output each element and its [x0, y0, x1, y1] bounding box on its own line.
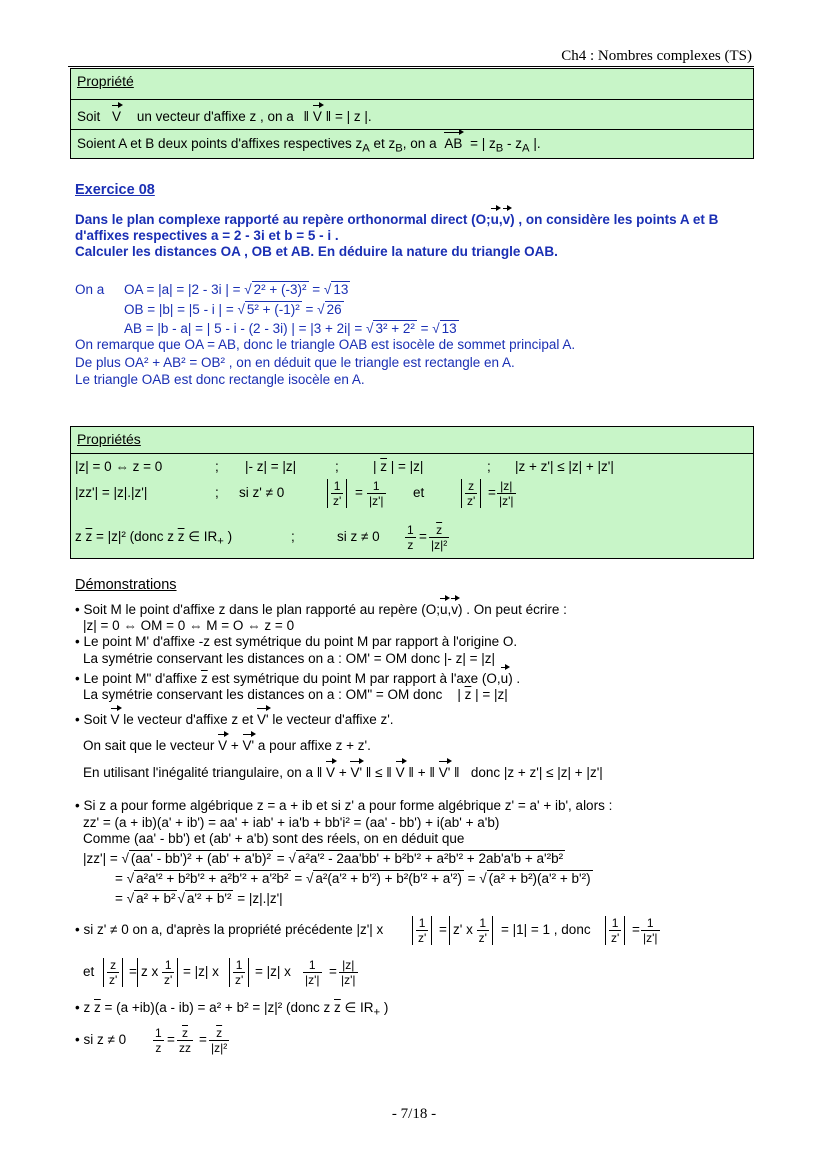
- exercise-statement-1: Dans le plan complexe rapporté au repère orthonormal direct (O;u,v) , on considère les points A et B: [75, 212, 719, 227]
- page-footer: - 7/18 -: [391, 1106, 437, 1122]
- ob-calculation: OB = |b| = |5 - i | = √ 5² + (-1)² = √ 26: [124, 302, 342, 317]
- demo-line-7: • Soit V le vecteur d'affixe z et V' le vecteur d'affixe z'.: [75, 712, 394, 727]
- box-divider: [71, 129, 753, 130]
- demo-line-5: • Le point M" d'affixe $\overline{z}$ est symétrique du point M par rapport à l'axe (O,u) .: [75, 671, 521, 686]
- property-title: Propriété: [77, 73, 134, 89]
- remark-1: On remarque que OA = AB, donc le triangle OAB est isocèle de sommet principal A.: [75, 337, 576, 352]
- remark-2: De plus OA² + AB² = OB² , on en déduit que le triangle est rectangle en A.: [75, 355, 515, 370]
- properties-title: Propriétés: [77, 431, 141, 447]
- demo-line-10: • Si z a pour forme algébrique z = a + ib et si z' a pour forme algébrique z' = a' + ib', alors :: [75, 798, 613, 813]
- on-a-label: On a: [75, 282, 105, 297]
- oa-calculation: OA = |a| = |2 - 3i | = √ 2² + (-3)² = √ 13: [124, 282, 349, 297]
- vector-v: V: [112, 109, 122, 124]
- ab-calculation: AB = |b - a| = | 5 - i - (2 - 3i) | = |3 + 2i| = √ 3² + 2² = √ 13: [124, 321, 457, 336]
- exercise-title: Exercice 08: [75, 182, 155, 198]
- property-line-2: Soient A et B deux points d'affixes respectives $z_A$ et $z_B$, on a AB = | $z_B - z_A$ |.: [77, 136, 541, 155]
- property-line-1: Soit V un vecteur d'affixe z , on a ‖ V ‖ = | z |.: [77, 109, 372, 124]
- exercise-statement-3: Calculer les distances OA , OB et AB. En déduire la nature du triangle OAB.: [75, 244, 558, 259]
- demonstrations-title: Démonstrations: [75, 577, 177, 593]
- demo-line-6: La symétrie conservant les distances on a : OM" = OM donc | $\overline{z}$ | = |z|: [83, 687, 508, 702]
- demo-line-11: zz' = (a + ib)(a' + ib') = aa' + iab' + ia'b + bb'i² = (aa' - bb') + i(ab' + a'b): [83, 815, 500, 830]
- box-divider: [71, 453, 753, 454]
- exercise-statement-2: d'affixes respectives a = 2 - 3i et b = 5 - i .: [75, 228, 339, 243]
- properties-box: Propriétés |z| = 0 ⇔ z = 0 ; |- z| = |z| ; | $\overline{z}$ | = |z| ; |z + z'| ≤ |z| + |z'| |zz'| = |z|.|z'| ; si z' ≠ 0 $\frac{1}{z'}$ = $\frac{1}{|z'|}$ et $\frac{z}{z'}$ = $\frac{|z|}{|z'|}$ z $\overline{z} = |z|^2$ (donc z $\overline{z}$ ∈ $IR_+$ ) ; si z ≠ 0 $\frac{1}{z}$ = $\frac{\overline{z}}{\text{|z|²}}$: [70, 426, 754, 559]
- demo-line-2: |z| = 0 ⇔ OM = 0 ⇔ M = O ⇔ z = 0: [83, 618, 295, 633]
- demo-line-18: • z $\overline{z} = (a +ib)(a - ib) = a^2 + b^2 = |z|^2$ (donc z $\overline{z}$ ∈ $IR_+$ ): [75, 1000, 389, 1019]
- box-divider: [71, 99, 753, 100]
- demo-line-9: En utilisant l'inégalité triangulaire, on a ‖ V + V' ‖ ≤ ‖ V ‖ + ‖ V' ‖ donc |z + z'| ≤ |z| + |z'|: [83, 765, 603, 780]
- remark-3: Le triangle OAB est donc rectangle isocèle en A.: [75, 372, 365, 387]
- header-rule: [68, 66, 754, 67]
- demo-line-4: La symétrie conservant les distances on a : OM' = OM donc |- z| = |z|: [83, 651, 496, 666]
- property-box: [70, 68, 754, 159]
- demo-line-1: • Soit M le point d'affixe z dans le plan rapporté au repère (O;u,v) . On peut écrire :: [75, 602, 567, 617]
- demo-line-3: • Le point M' d'affixe -z est symétrique du point M par rapport à l'origine O.: [75, 634, 518, 649]
- norm-vector-v: ‖ V ‖: [303, 109, 332, 124]
- demo-line-13: |zz'| = √ (aa' - bb')² + (ab' + a'b)² = √ a²a'² - 2aa'bb' + b²b'² + a²b'² + 2ab'a'b + a'²b²: [83, 851, 564, 866]
- demo-line-14: = √ a²a'² + b²b'² + a²b'² + a'²b² = √ a²(a'² + b'²) + b²(b'² + a'²) = √ (a² + b²)(a'² + b'²): [115, 871, 591, 886]
- vector-ab: AB: [444, 136, 463, 151]
- page-header: Ch4 : Nombres complexes (TS): [561, 48, 752, 64]
- demo-line-15: = √ a² + b² √ a'² + b'² = |z|.|z'|: [115, 891, 283, 906]
- properties-line-1: |z| = 0 ⇔ z = 0 ; |- z| = |z| ; | $\overline{z}$ | = |z| ; |z + z'| ≤ |z| + |z'|: [75, 459, 614, 474]
- demo-line-8: On sait que le vecteur V + V' a pour affixe z + z'.: [83, 738, 371, 753]
- demo-line-12: Comme (aa' - bb') et (ab' + a'b) sont des réels, on en déduit que: [83, 831, 465, 846]
